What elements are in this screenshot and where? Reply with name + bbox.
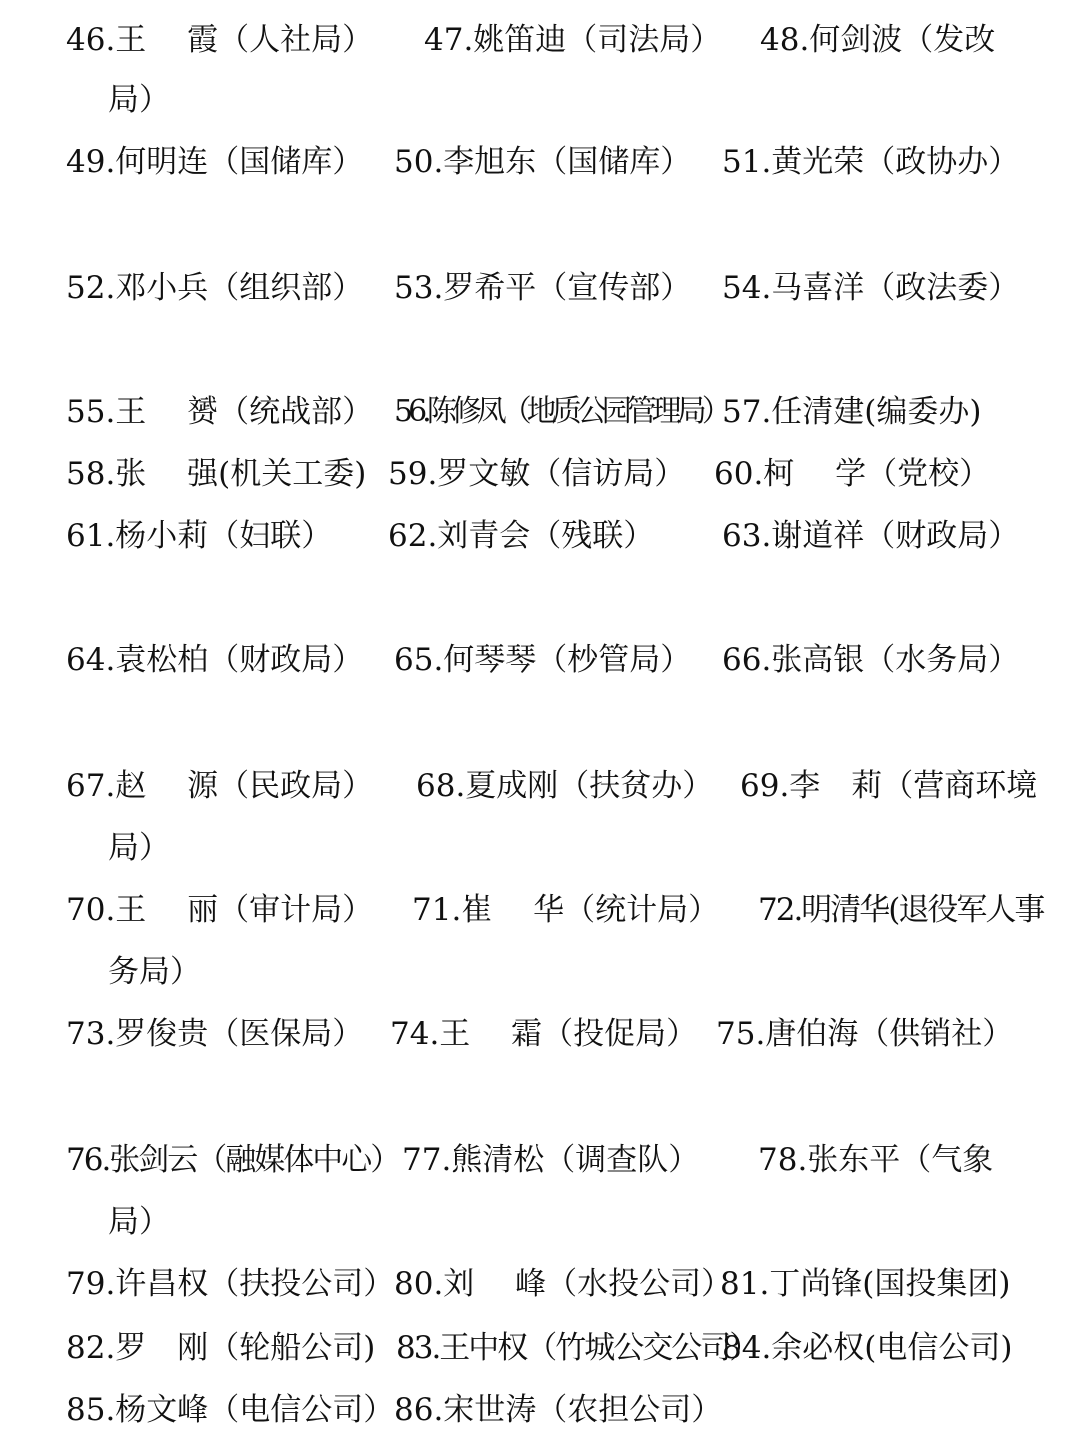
- list-entry: 57.任清建(编委办): [722, 394, 982, 430]
- list-row: [0, 1322, 1080, 1374]
- list-entry-continuation: 务局）: [108, 954, 201, 990]
- list-row: [0, 510, 1080, 562]
- list-entry: 74.王 霜（投促局）: [390, 1016, 698, 1052]
- list-entry: 54.马喜洋（政法委）: [722, 270, 1020, 306]
- list-row: [0, 14, 1080, 66]
- list-entry: 82.罗 刚（轮船公司): [66, 1330, 376, 1366]
- list-entry: 86.宋世涛（农担公司）: [394, 1392, 723, 1428]
- list-entry: 66.张高银（水务局）: [722, 642, 1020, 678]
- list-entry: 55.王 赟（统战部）: [66, 394, 374, 430]
- list-row: [0, 1384, 1080, 1436]
- list-entry: 69.李 莉（营商环境: [740, 768, 1038, 804]
- list-entry: 78.张东平（气象: [758, 1142, 994, 1178]
- list-row: [0, 634, 1080, 686]
- list-entry: 79.许昌权（扶投公司）: [66, 1266, 395, 1302]
- list-entry: 83.王中权（竹城公交公司）: [396, 1330, 759, 1366]
- list-row: [0, 884, 1080, 936]
- list-entry: 68.夏成刚（扶贫办）: [416, 768, 714, 804]
- list-entry: 47.姚笛迪（司法局）: [424, 22, 722, 58]
- list-row: [0, 1134, 1080, 1186]
- list-row: [0, 136, 1080, 188]
- list-entry: 81.丁尚锋(国投集团): [720, 1266, 1011, 1302]
- list-entry-continuation: 局）: [108, 830, 170, 866]
- list-entry: 62.刘青会（残联）: [388, 518, 655, 554]
- list-entry: 58.张 强(机关工委): [66, 456, 367, 492]
- list-entry-continuation: 局）: [108, 82, 170, 118]
- list-entry: 56.陈修凤（地质公园管理局）: [394, 394, 727, 429]
- list-entry: 67.赵 源（民政局）: [66, 768, 374, 804]
- list-entry: 63.谢道祥（财政局）: [722, 518, 1020, 554]
- list-entry: 80.刘 峰（水投公司）: [394, 1266, 733, 1302]
- list-row: [0, 386, 1080, 438]
- list-row: [0, 1258, 1080, 1310]
- list-entry: 49.何明连（国储库）: [66, 144, 364, 180]
- list-row: [0, 448, 1080, 500]
- list-entry: 53.罗希平（宣传部）: [394, 270, 692, 306]
- list-entry: 52.邓小兵（组织部）: [66, 270, 364, 306]
- list-row: [0, 760, 1080, 812]
- list-entry: 72.明清华(退役军人事: [758, 892, 1044, 928]
- list-entry: 48.何剑波（发改: [760, 22, 996, 58]
- list-row: [0, 1008, 1080, 1060]
- list-entry: 76.张剑云（融媒体中心）: [66, 1142, 400, 1178]
- list-entry: 61.杨小莉（妇联）: [66, 518, 333, 554]
- list-entry: 64.袁松柏（财政局）: [66, 642, 364, 678]
- list-entry: 51.黄光荣（政协办）: [722, 144, 1020, 180]
- list-entry: 85.杨文峰（电信公司）: [66, 1392, 395, 1428]
- list-entry: 60.柯 学（党校）: [714, 456, 991, 492]
- list-entry: 70.王 丽（审计局）: [66, 892, 374, 928]
- list-entry: 59.罗文敏（信访局）: [388, 456, 686, 492]
- list-entry: 71.崔 华（统计局）: [412, 892, 720, 928]
- list-entry: 75.唐伯海（供销社）: [716, 1016, 1014, 1052]
- list-entry: 73.罗俊贵（医保局）: [66, 1016, 364, 1052]
- list-entry: 84.余必权(电信公司): [722, 1330, 1013, 1366]
- list-entry: 50.李旭东（国储库）: [394, 144, 692, 180]
- list-entry-continuation: 局）: [108, 1204, 170, 1240]
- list-entry: 65.何琴琴（杪管局）: [394, 642, 692, 678]
- list-entry: 46.王 霞（人社局）: [66, 22, 374, 58]
- list-entry: 77.熊清松（调查队）: [402, 1142, 700, 1178]
- list-row: [0, 262, 1080, 314]
